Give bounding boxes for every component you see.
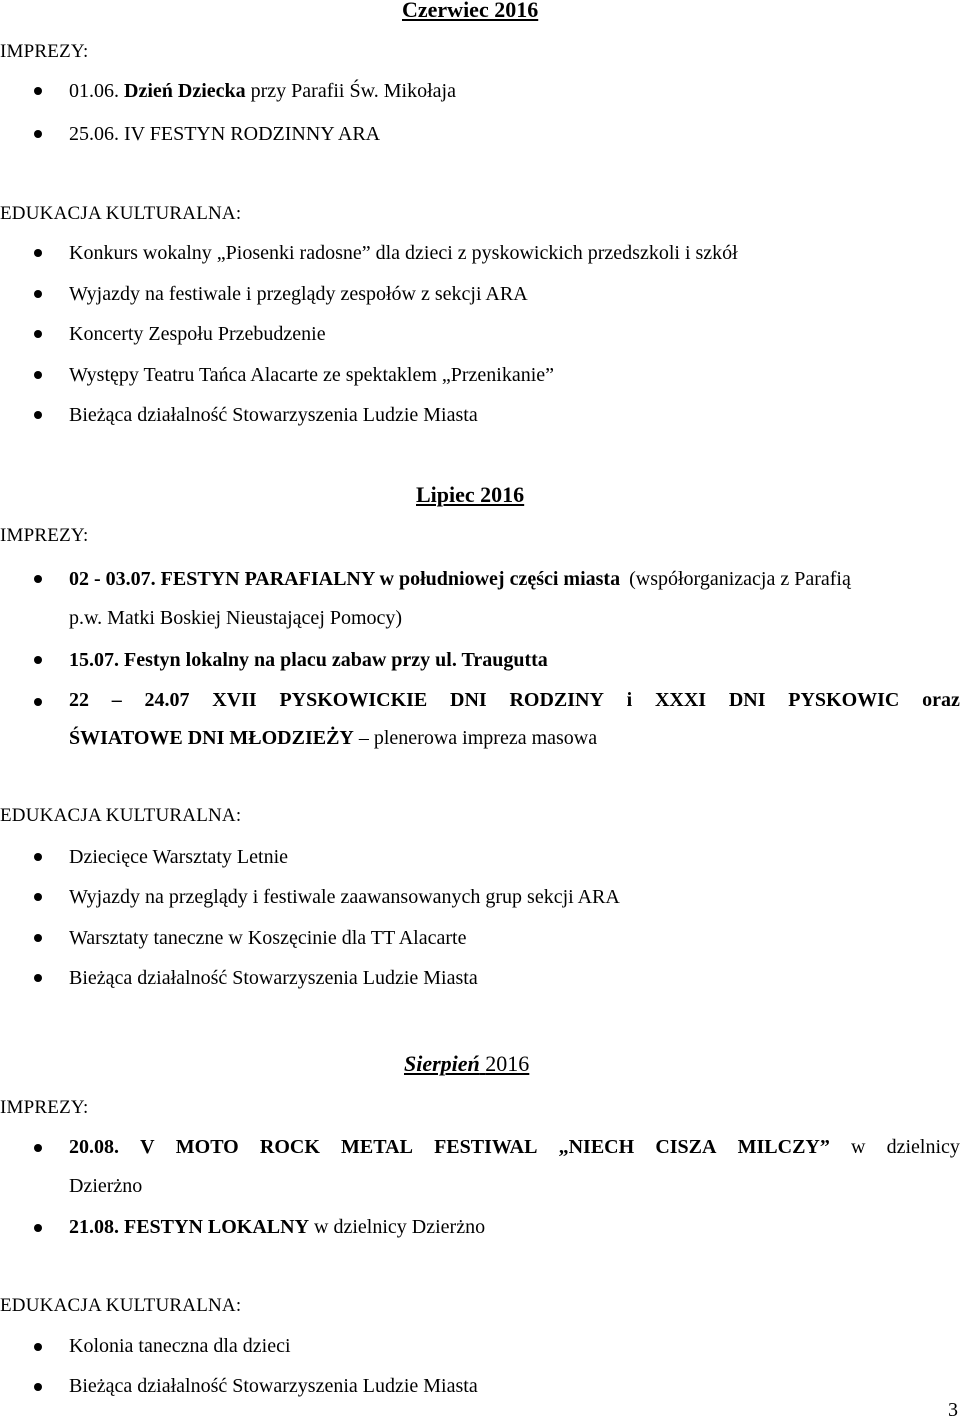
august-event-1: [69, 1133, 960, 1161]
word: DNI: [450, 689, 487, 711]
word: XVII: [212, 689, 257, 711]
july-education-item: Warsztaty taneczne w Koszęcinie dla TT Alacarte: [69, 927, 467, 949]
word: i: [626, 689, 633, 711]
july-event-3: [69, 686, 960, 714]
word: CISZA: [655, 1136, 717, 1158]
word: V: [140, 1136, 155, 1158]
bullet-icon: [34, 1224, 42, 1232]
june-event-1: 01.06. Dzień Dziecka przy Parafii Św. Mikołaja: [69, 80, 456, 102]
bullet-icon: [34, 934, 42, 942]
word: DNI: [728, 689, 766, 711]
bullet-icon: [34, 698, 42, 706]
june-education-item: Bieżąca działalność Stowarzyszenia Ludzie Miasta: [69, 404, 478, 426]
july-event-2: 15.07. Festyn lokalny na placu zabaw przy ul. Traugutta: [69, 649, 548, 671]
word: oraz: [922, 689, 960, 711]
bullet-icon: [34, 290, 42, 298]
month-heading-july: Lipiec 2016: [416, 482, 525, 507]
word: 24.07: [144, 689, 190, 711]
bullet-icon: [34, 87, 42, 95]
bullet-icon: [34, 1343, 42, 1351]
bullet-icon: [34, 411, 42, 419]
section-label-events: IMPREZY:: [0, 525, 89, 546]
section-label-education: EDUKACJA KULTURALNA:: [0, 805, 242, 826]
bullet-icon: [34, 1144, 42, 1152]
word: w: [851, 1136, 866, 1158]
july-event-1: 02 - 03.07. FESTYN PARAFIALNY w południowej części miasta (współorganizacja z Parafią: [69, 568, 851, 590]
august-event-2: 21.08. FESTYN LOKALNY w dzielnicy Dzierżno: [69, 1216, 486, 1238]
word: 22: [69, 689, 89, 711]
section-label-events: IMPREZY:: [0, 1097, 89, 1118]
word: FESTIWAL: [434, 1136, 538, 1158]
page-number: 3: [948, 1399, 958, 1421]
bullet-icon: [34, 656, 42, 664]
word: dzielnicy: [886, 1136, 960, 1158]
bullet-icon: [34, 330, 42, 338]
june-education-item: Występy Teatru Tańca Alacarte ze spektaklem „Przenikanie”: [69, 364, 555, 386]
bullet-icon: [34, 893, 42, 901]
august-education-item: Bieżąca działalność Stowarzyszenia Ludzie Miasta: [69, 1375, 478, 1397]
word: ROCK: [259, 1136, 320, 1158]
august-education-item: Kolonia taneczna dla dzieci: [69, 1335, 291, 1357]
month-heading-june: Czerwiec 2016: [402, 0, 539, 22]
word: 20.08.: [69, 1136, 119, 1158]
july-education-item: Wyjazdy na przeglądy i festiwale zaawansowanych grup sekcji ARA: [69, 886, 620, 908]
bullet-icon: [34, 974, 42, 982]
word: „NIECH: [558, 1136, 635, 1158]
july-education-item: Dziecięce Warsztaty Letnie: [69, 846, 289, 868]
word: –: [111, 689, 122, 711]
word: RODZINY: [509, 689, 604, 711]
june-education-item: Konkurs wokalny „Piosenki radosne” dla dzieci z pyskowickich przedszkoli i szkół: [69, 242, 738, 264]
word: METAL: [341, 1136, 413, 1158]
section-label-events: IMPREZY:: [0, 41, 89, 62]
word: MOTO: [175, 1136, 239, 1158]
word: MILCZY”: [737, 1136, 830, 1158]
section-label-education: EDUKACJA KULTURALNA:: [0, 1295, 242, 1316]
july-education-item: Bieżąca działalność Stowarzyszenia Ludzie Miasta: [69, 967, 478, 989]
july-event-1-continuation: p.w. Matki Boskiej Nieustającej Pomocy): [69, 607, 403, 629]
bullet-icon: [34, 1383, 42, 1391]
word: PYSKOWICKIE: [279, 689, 428, 711]
june-education-item: Koncerty Zespołu Przebudzenie: [69, 323, 326, 345]
bullet-icon: [34, 130, 42, 138]
bullet-icon: [34, 575, 42, 583]
june-event-2: 25.06. IV FESTYN RODZINNY ARA: [69, 123, 381, 145]
bullet-icon: [34, 249, 42, 257]
month-heading-august: Sierpień 2016: [404, 1051, 530, 1076]
august-event-1-continuation: Dzierżno: [69, 1175, 143, 1197]
word: PYSKOWIC: [788, 689, 900, 711]
bullet-icon: [34, 371, 42, 379]
july-event-3-continuation: ŚWIATOWE DNI MŁODZIEŻY – plenerowa impreza masowa: [69, 727, 598, 749]
word: XXXI: [654, 689, 707, 711]
june-education-item: Wyjazdy na festiwale i przeglądy zespołów z sekcji ARA: [69, 283, 528, 305]
bullet-icon: [34, 853, 42, 861]
section-label-education: EDUKACJA KULTURALNA:: [0, 203, 242, 224]
